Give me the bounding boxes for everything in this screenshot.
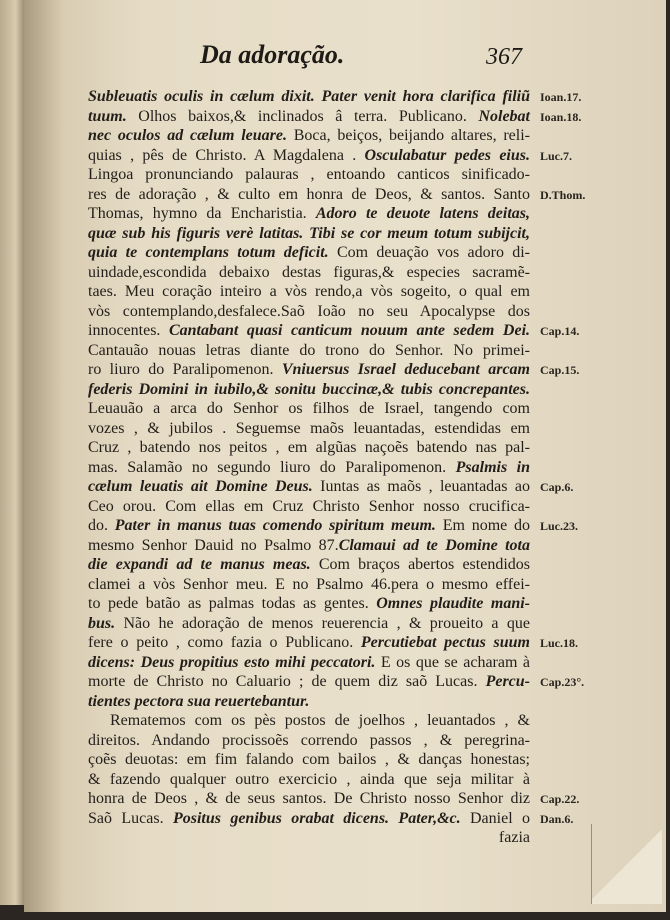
latin-quotation: Cantabant quasi canticum nouum ante sedem Dei. — [168, 322, 531, 339]
text-line — [88, 789, 530, 809]
text-line — [88, 458, 530, 478]
text-segment: Com deuação vos adoro di- — [328, 244, 531, 261]
text-segment: uindade,escondida debaixo destas figuras,& especies sacramẽ- — [88, 263, 530, 281]
text-segment: to pede batão as palmas todas as gentes. — [88, 595, 377, 612]
text-line — [88, 692, 530, 712]
text-segment: Ceo orou. Com ellas em Cruz Christo Senhor nosso crucifica- — [88, 497, 530, 515]
text-segment: mesmo Senhor Dauid no Psalmo 87. — [88, 536, 339, 554]
text-line — [88, 399, 530, 419]
text-line — [88, 165, 530, 185]
text-segment: clamei a vòs Senhor meu. E no Psalmo 46.pera o mesmo effei- — [88, 575, 530, 593]
margin-reference: Luc.18. — [540, 636, 579, 650]
text-segment: Iuntas as maõs , leuantadas ao — [312, 478, 531, 495]
text-segment: quias , pês de Christo. A Magdalena . — [88, 146, 365, 164]
text-line — [88, 770, 530, 790]
text-line — [88, 282, 530, 302]
latin-quotation: bus. — [88, 614, 116, 632]
text-segment: ro liuro do Paralipomenon. — [88, 361, 282, 378]
text-segment: & fazendo qualquer outro exercicio , ainda que seja militar à — [88, 770, 530, 788]
page-number: 367 — [486, 44, 522, 70]
text-line — [88, 360, 530, 380]
folded-corner — [591, 824, 662, 904]
text-segment: innocentes. — [88, 322, 169, 339]
latin-quotation: Clamaui ad te Domine tota — [338, 536, 531, 554]
latin-quotation: Vniuersus Israel deducebant arcam — [281, 361, 530, 378]
latin-quotation: Nolebat — [478, 107, 530, 125]
latin-quotation: Omnes plaudite mani- — [376, 595, 530, 612]
text-line — [88, 204, 530, 224]
latin-quotation: Subleuatis oculis in cælum dixit. Pater venit hora clarifica filiũ — [88, 88, 530, 105]
text-segment: Cruz , batendo nos peitos , em algũas naçoẽs batendo nas pal- — [88, 439, 530, 456]
latin-quotation: Pater in manus tuas comendo spiritum meum. — [114, 517, 436, 534]
text-line — [88, 302, 530, 322]
text-line — [88, 809, 530, 829]
running-header-title: Da adoração. — [200, 40, 345, 69]
text-line — [88, 341, 530, 361]
latin-quotation: quæ sub his figuris verè latitas. Tibi se cor meum totum subijcit, — [88, 224, 530, 242]
text-segment: Rematemos com os pès postos de joelhos , leuantados , & — [110, 712, 530, 729]
text-segment: Thomas, hymno da Encharistia. — [88, 205, 316, 222]
margin-reference: Cap.14. — [540, 324, 580, 338]
text-line — [88, 126, 530, 146]
text-line — [88, 185, 530, 205]
text-line — [88, 731, 530, 751]
text-line — [88, 146, 530, 166]
text-line — [88, 477, 530, 497]
text-line — [88, 516, 530, 536]
catchword — [88, 828, 530, 848]
text-segment: Cantauão nouas letras diante do trono do Senhor. No primei- — [88, 341, 530, 359]
latin-quotation: cælum leuatis ait Domine Deus. — [88, 478, 313, 495]
text-segment: Leuauão a arca do Senhor os filhos de Israel, tangendo com — [88, 400, 530, 417]
text-segment: Boca, beiços, beijando altares, reli- — [287, 127, 530, 144]
previous-page-edge — [0, 0, 26, 905]
text-segment: vòs contemplando,desfalece.Saõ Ioão no seu Apocalypse dos — [88, 302, 530, 320]
text-line — [88, 750, 530, 770]
text-segment: honra de Deos , & de seus santos. De Christo nosso Senhor diz — [88, 790, 530, 807]
latin-quotation: Psalmis in — [455, 458, 531, 476]
text-segment: res de adoração , & culto em honra de Deos, & santos. Santo — [88, 185, 530, 203]
text-line — [88, 224, 530, 244]
margin-reference: Ioan.18. — [540, 109, 582, 124]
text-segment: fazia — [498, 829, 530, 846]
margin-reference: Cap.15. — [540, 363, 580, 377]
text-line — [88, 614, 530, 634]
text-line — [88, 107, 530, 127]
text-segment: çoẽs deuotas: em fim falando com bailos , & danças honestas; — [88, 751, 530, 768]
text-line — [88, 243, 530, 263]
text-line — [88, 419, 530, 439]
text-line — [88, 321, 530, 341]
margin-reference: Luc.23. — [540, 519, 579, 533]
text-segment: vozes , & jubilos . Seguemse maõs leuantadas, estendidas em — [88, 419, 530, 437]
margin-reference: Ioan.17. — [540, 90, 582, 104]
margin-reference: Cap.23°. — [540, 675, 585, 689]
text-segment: do. — [88, 517, 115, 534]
text-line — [88, 555, 530, 575]
latin-quotation: Osculabatur pedes eius. — [364, 146, 530, 164]
body-text — [88, 87, 530, 848]
text-line — [88, 575, 530, 595]
text-segment: E os que se acharam à — [375, 653, 530, 671]
text-line — [88, 711, 530, 731]
text-line — [88, 594, 530, 614]
text-line — [88, 497, 530, 517]
text-segment: Com braços abertos estendidos — [310, 556, 531, 573]
text-line — [88, 263, 530, 283]
latin-quotation: federis Domini in iubilo,& sonitu buccinæ,& tubis concrepantes. — [88, 380, 530, 398]
margin-reference: D.Thom. — [540, 187, 586, 202]
text-segment: morte de Christo no Caluario ; de quem diz saõ Lucas. — [88, 673, 486, 690]
text-segment: Olhos baixos,& inclinados â terra. Publicano. — [126, 107, 479, 125]
text-segment: taes. Meu coração inteiro a vòs rendo,a vòs sogeito, o qual em — [88, 283, 530, 300]
text-line — [88, 380, 530, 400]
text-line — [88, 438, 530, 458]
text-segment: Não he adoração de menos reuerencia , & proueito a que — [115, 614, 530, 632]
text-line — [88, 633, 530, 653]
text-segment: Em nome do — [435, 517, 531, 534]
latin-quotation: Percu- — [485, 673, 530, 690]
latin-quotation: dicens: Deus propitius esto mihi peccatori. — [88, 653, 376, 671]
text-segment: direitos. Andando procissoẽs correndo passos , & peregrina- — [88, 731, 530, 749]
text-segment: Lingoa pronunciando palauras , entoando canticos sinificado- — [88, 166, 530, 183]
latin-quotation: die expandi ad te manus meas. — [88, 556, 311, 573]
text-line — [88, 672, 530, 692]
text-segment: Daniel o — [460, 809, 530, 827]
latin-quotation: Adoro te deuote latens deitas, — [315, 205, 531, 222]
margin-reference: Cap.6. — [540, 480, 574, 494]
text-line — [88, 653, 530, 673]
latin-quotation: tuum. — [88, 107, 127, 125]
latin-quotation: Percutiebat pectus suum — [360, 634, 531, 651]
latin-quotation: tientes pectora sua reuertebantur. — [88, 692, 310, 710]
text-segment: mas. Salamão no segundo liuro do Paralipomenon. — [88, 458, 456, 476]
latin-quotation: Positus genibus orabat dicens. Pater,&c. — [172, 809, 461, 827]
latin-quotation: quia te contemplans totum deficit. — [88, 244, 329, 261]
text-line — [88, 87, 530, 107]
text-line — [88, 536, 530, 556]
margin-reference: Luc.7. — [540, 148, 573, 163]
latin-quotation: nec oculos ad cælum leuare. — [88, 127, 287, 144]
margin-reference: Cap.22. — [540, 792, 580, 806]
text-segment: fere o peito , como fazia o Publicano. — [88, 634, 361, 651]
text-segment: Saõ Lucas. — [88, 809, 173, 827]
margin-reference: Dan.6. — [540, 811, 574, 826]
